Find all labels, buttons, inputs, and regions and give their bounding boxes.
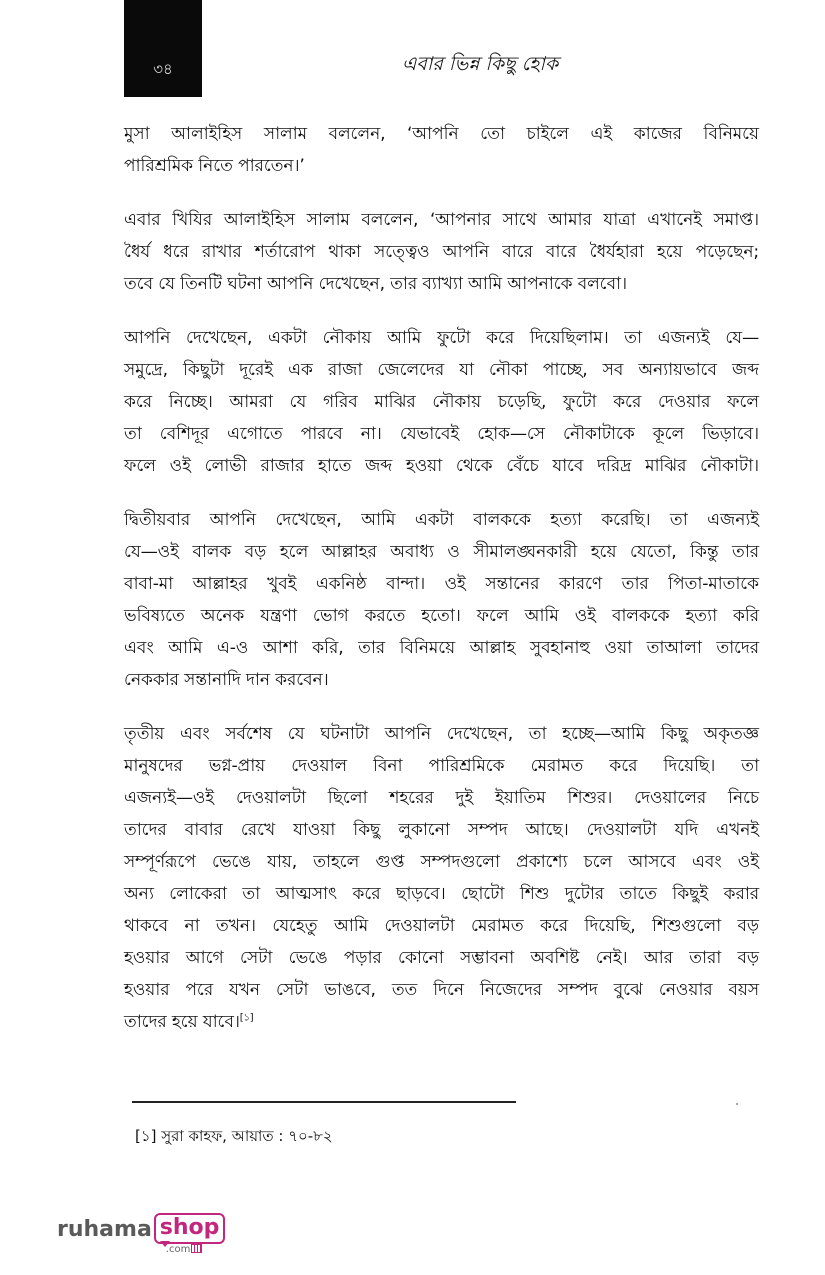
page-number-box: [124, 0, 202, 97]
text-line: পারিশ্রমিক নিতে পারতেন।’: [124, 156, 305, 176]
text-line: অন্য লোকেরা তা আত্মসাৎ করে ছাড়বে। ছোটো শিশু দুটোর তাতে কিছুই করার: [124, 884, 759, 904]
text-line: হওয়ার আগে সেটা ভেঙে পড়ার কোনো সম্ভাবনা অবশিষ্ট নেই। আর তারা বড়: [124, 948, 759, 968]
text-line: সমুদ্রে, কিছুটা দূরেই এক রাজা জেলেদের যা নৌকা পাচ্ছে, সব অন্যায়ভাবে জব্দ: [124, 360, 759, 380]
footnote-divider: [132, 1101, 516, 1103]
footnote-reference[interactable]: [১]: [239, 1012, 254, 1024]
text-line: হওয়ার পরে যখন সেটা ভাঙবে, তত দিনে নিজেদের সম্পদ বুঝে নেওয়ার বয়স: [124, 980, 759, 1000]
text-line: দ্বিতীয়বার আপনি দেখেছেন, আমি একটা বালককে হত্যা করেছি। তা এজন্যই: [124, 510, 759, 530]
paragraph-5: [124, 718, 759, 1038]
watermark-logo: [57, 1213, 225, 1253]
text-line: এজন্যই—ওই দেওয়ালটা ছিলো শহরের দুই ইয়াতিম শিশুর। দেওয়ালের নিচে: [124, 788, 759, 808]
logo-text-shop: shop: [154, 1213, 226, 1244]
text-line: এবং আমি এ-ও আশা করি, তার বিনিময়ে আল্লাহ সুবহানাহু ওয়া তাআলা তাদের: [124, 638, 759, 658]
text-line: তৃতীয় এবং সর্বশেষ যে ঘটনাটা আপনি দেখেছেন, তা হচ্ছে—আমি কিছু অকৃতজ্ঞ: [124, 724, 759, 744]
logo-shop-bubble: [154, 1213, 226, 1255]
logo-domain-text: .com: [165, 1244, 191, 1255]
text-line: তাদের হয়ে যাবে।: [124, 1012, 240, 1032]
text-line: সম্পূর্ণরূপে ভেঙে যায়, তাহলে গুপ্ত সম্পদগুলো প্রকাশ্যে চলে আসবে এবং ওই: [124, 852, 759, 872]
text-line: আপনি দেখেছেন, একটা নৌকায় আমি ফুটো করে দিয়েছিলাম। তা এজন্যই যে—: [124, 328, 759, 348]
text-line: ভবিষ্যতে অনেক যন্ত্রণা ভোগ করতে হতো। ফলে আমি ওই বালককে হত্যা করি: [124, 606, 759, 626]
text-line: ফলে ওই লোভী রাজার হাতে জব্দ হওয়া থেকে বেঁচে যাবে দরিদ্র মাঝির নৌকাটা।: [124, 456, 759, 476]
text-line: নেককার সন্তানাদি দান করবেন।: [124, 670, 329, 690]
text-line-with-footnote: [124, 1006, 759, 1038]
page-number: ৩৪: [153, 60, 173, 78]
text-line: এবার খিযির আলাইহিস সালাম বললেন, ‘আপনার সাথে আমার যাত্রা এখানেই সমাপ্ত।: [124, 210, 759, 230]
logo-domain: [166, 1243, 203, 1255]
paragraph-2: [124, 204, 759, 300]
paragraph-3: [124, 322, 759, 482]
shopping-cart-icon: [191, 1243, 202, 1253]
logo-text-ruhama: ruhama: [57, 1217, 152, 1242]
text-line: তা বেশিদূর এগোতে পারবে না। যেভাবেই হোক—সে নৌকাটাকে কূলে ভিড়াবে।: [124, 424, 759, 444]
text-line: ধৈর্য ধরে রাখার শর্তারোপ থাকা সত্ত্বেও আপনি বারে বারে ধৈর্যহারা হয়ে পড়েছেন;: [124, 242, 759, 262]
scan-speck: [736, 1103, 738, 1105]
body-text: [124, 118, 759, 1060]
text-line: থাকবে না তখন। যেহেতু আমি দেওয়ালটা মেরামত করে দিয়েছি, শিশুগুলো বড়: [124, 916, 759, 936]
text-line: যে—ওই বালক বড় হলে আল্লাহর অবাধ্য ও সীমালঙ্ঘনকারী হয়ে যেতো, কিন্তু তার: [124, 542, 759, 562]
paragraph-4: [124, 504, 759, 696]
text-line: করে নিচ্ছে। আমরা যে গরিব মাঝির নৌকায় চড়েছি, ফুটো করে দেওয়ার ফলে: [124, 392, 759, 412]
paragraph-1: [124, 118, 759, 182]
text-line: বাবা-মা আল্লাহর খুবই একনিষ্ঠ বান্দা। ওই সন্তানের কারণে তার পিতা-মাতাকে: [124, 574, 759, 594]
text-line: তবে যে তিনটি ঘটনা আপনি দেখেছেন, তার ব্যাখ্যা আমি আপনাকে বলবো।: [124, 274, 627, 294]
running-head-title: এবার ভিন্ন কিছু হোক: [401, 53, 559, 75]
footnote: [১] সুরা কাহফ, আয়াত : ৭০-৮২: [135, 1127, 333, 1145]
text-line: তাদের বাবার রেখে যাওয়া কিছু লুকানো সম্পদ আছে। দেওয়ালটা যদি এখনই: [124, 820, 759, 840]
text-line: মুসা আলাইহিস সালাম বললেন, ‘আপনি তো চাইলে এই কাজের বিনিময়ে: [124, 124, 759, 144]
text-line: মানুষদের ভগ্ন-প্রায় দেওয়াল বিনা পারিশ্রমিকে মেরামত করে দিয়েছি। তা: [124, 756, 759, 776]
